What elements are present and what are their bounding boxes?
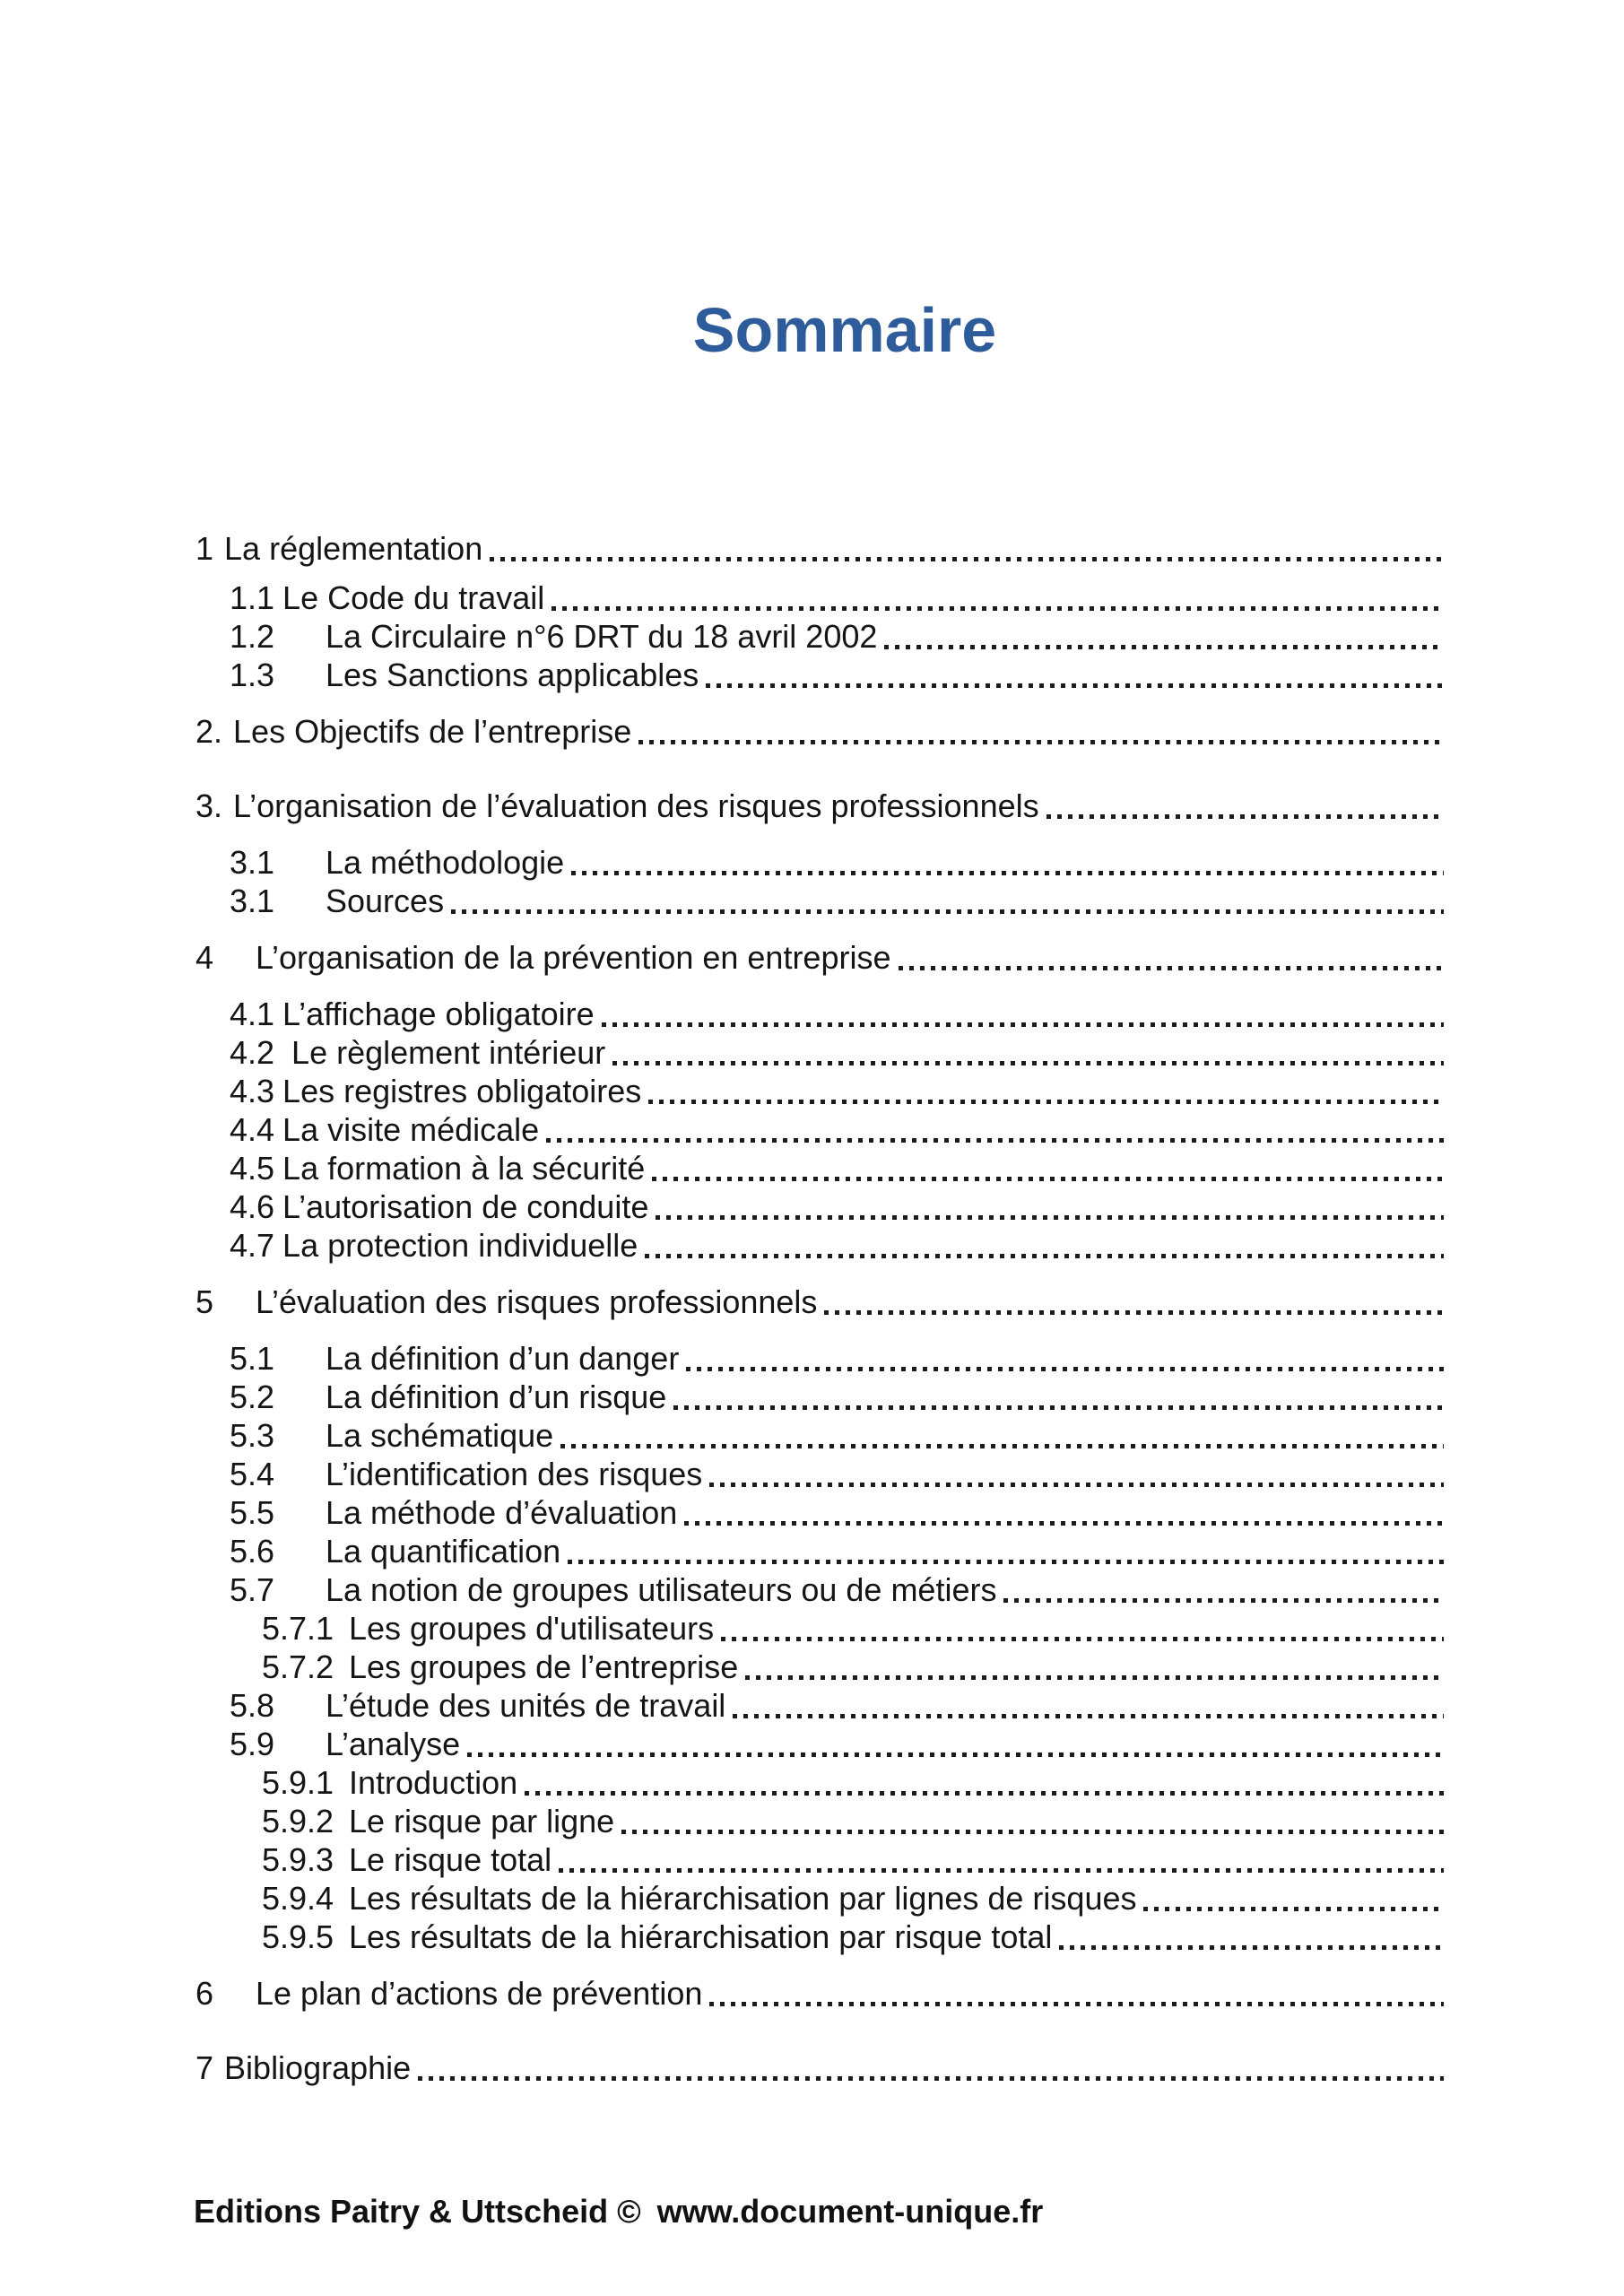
toc-entry-label: La notion de groupes utilisateurs ou de métiers — [326, 1571, 997, 1608]
toc-entry — [195, 1033, 1446, 1072]
dot-leader — [525, 1791, 1444, 1796]
toc-entry-number: 4.3 — [230, 1073, 275, 1109]
dot-leader — [709, 1483, 1444, 1487]
toc-entry-label: Les registres obligatoires — [282, 1073, 642, 1109]
toc-entry-number: 5 — [195, 1283, 214, 1320]
toc-entry — [195, 617, 1446, 656]
toc-entry — [195, 1686, 1446, 1725]
toc-entry — [195, 656, 1446, 694]
toc-entry-number: 5.9.5 — [262, 1918, 334, 1955]
toc-entry — [195, 1072, 1446, 1110]
toc-entry-number: 5.2 — [230, 1378, 275, 1415]
toc-entry — [195, 1339, 1446, 1378]
toc-entry — [195, 1493, 1446, 1532]
toc-entry-number: 5.4 — [230, 1456, 275, 1492]
toc-entry — [195, 938, 1446, 977]
toc-entry — [195, 787, 1446, 825]
toc-entry-label: L’analyse — [326, 1726, 461, 1762]
toc-entry-label: La Circulaire n°6 DRT du 18 avril 2002 — [326, 618, 878, 655]
dot-leader — [568, 1560, 1444, 1564]
toc-entry-number: 4.2 — [230, 1034, 275, 1071]
toc-entry-number: 5.7.1 — [262, 1610, 334, 1647]
toc-entry-label: La schématique — [326, 1417, 554, 1454]
toc-entry-label: Le Code du travail — [282, 579, 545, 616]
toc-entry-number: 5.1 — [230, 1340, 275, 1377]
toc-entry-label: Le risque par ligne — [349, 1803, 615, 1839]
dot-leader — [546, 1138, 1444, 1143]
dot-leader — [706, 683, 1444, 688]
toc-entry — [195, 1918, 1446, 1956]
dot-leader — [559, 1868, 1444, 1873]
footer-website: www.document-unique.fr — [656, 2193, 1044, 2230]
toc-entry-number: 4 — [195, 939, 214, 976]
toc-entry — [195, 1974, 1446, 2013]
toc-entry — [195, 1187, 1446, 1226]
toc-entry-label: Les Sanctions applicables — [326, 657, 699, 693]
dot-leader — [1059, 1945, 1444, 1950]
dot-leader — [645, 1254, 1444, 1258]
toc-entry-number: 7 — [195, 2049, 214, 2086]
toc-entry — [195, 1763, 1446, 1802]
toc-entry-label: Bibliographie — [224, 2049, 412, 2086]
toc-entry — [195, 1532, 1446, 1570]
toc-entry-label: L’affichage obligatoire — [282, 996, 595, 1032]
toc-entry-label: La protection individuelle — [282, 1227, 638, 1264]
dot-leader — [648, 1100, 1444, 1104]
dot-leader — [551, 606, 1444, 611]
toc-entry — [195, 995, 1446, 1033]
dot-leader — [621, 1830, 1444, 1834]
toc-entry-number: 5.9.1 — [262, 1764, 334, 1801]
toc-entry-label: Les résultats de la hiérarchisation par lignes de risques — [349, 1880, 1137, 1917]
toc-entry-label: Les Objectifs de l’entreprise — [233, 713, 632, 750]
dot-leader — [824, 1310, 1444, 1315]
dot-leader — [612, 1061, 1444, 1065]
dot-leader — [656, 1215, 1444, 1220]
toc-entry — [195, 1226, 1446, 1265]
toc-entry-number: 5.7 — [230, 1571, 275, 1608]
toc-entry — [195, 1570, 1446, 1609]
dot-leader — [560, 1444, 1444, 1448]
dot-leader — [638, 740, 1444, 744]
toc-entry — [195, 1648, 1446, 1686]
dot-leader — [733, 1714, 1444, 1718]
page-footer — [194, 2192, 1043, 2231]
toc-entry-label: L’autorisation de conduite — [282, 1188, 649, 1225]
toc-entry-number: 4.6 — [230, 1188, 275, 1225]
toc-entry-number: 5.8 — [230, 1687, 275, 1724]
toc-entry-label: L’organisation de l’évaluation des risques professionnels — [233, 787, 1039, 824]
toc-entry-label: L’identification des risques — [326, 1456, 703, 1492]
toc-entry-label: L’étude des unités de travail — [326, 1687, 726, 1724]
toc-entry-number: 4.5 — [230, 1150, 275, 1187]
dot-leader — [602, 1022, 1444, 1027]
toc-entry-label: Introduction — [349, 1764, 518, 1801]
toc-entry-label: Le risque total — [349, 1841, 552, 1878]
toc-entry — [195, 843, 1446, 882]
toc-entry — [195, 1840, 1446, 1879]
toc-entry-number: 5.9.2 — [262, 1803, 334, 1839]
toc-entry-label: Les groupes de l’entreprise — [349, 1648, 739, 1685]
dot-leader — [884, 645, 1444, 649]
toc-entry-number: 3.1 — [230, 883, 275, 919]
toc-entry — [195, 1283, 1446, 1321]
toc-entry — [195, 1455, 1446, 1493]
footer-publisher: Editions Paitry & Uttscheid © — [194, 2193, 641, 2230]
dot-leader — [684, 1521, 1444, 1526]
dot-leader — [1003, 1598, 1444, 1603]
toc-entry — [195, 1609, 1446, 1648]
toc-entry — [195, 882, 1446, 920]
dot-leader — [467, 1752, 1444, 1757]
toc-entry-label: La quantification — [326, 1533, 561, 1570]
toc-entry-number: 2. — [195, 713, 223, 750]
toc-entry-label: La définition d’un danger — [326, 1340, 680, 1377]
dot-leader — [709, 2002, 1444, 2006]
toc-entry-number: 5.3 — [230, 1417, 275, 1454]
toc-entry — [195, 1149, 1446, 1187]
toc-entry-label: La visite médicale — [282, 1111, 540, 1148]
toc-entry — [195, 529, 1446, 568]
toc-entry — [195, 2048, 1446, 2087]
toc-entry-label: Les résultats de la hiérarchisation par risque total — [349, 1918, 1053, 1955]
toc-entry-number: 3.1 — [230, 844, 275, 881]
dot-leader — [686, 1367, 1444, 1371]
dot-leader — [899, 966, 1445, 970]
toc-entry-label: La formation à la sécurité — [282, 1150, 646, 1187]
toc-entry-number: 5.6 — [230, 1533, 275, 1570]
dot-leader — [571, 871, 1444, 875]
toc-entry-number: 6 — [195, 1975, 214, 2012]
toc-entry-label: La méthodologie — [326, 844, 565, 881]
toc-entry-number: 5.7.2 — [262, 1648, 334, 1685]
toc-entry — [195, 1725, 1446, 1763]
dot-leader — [745, 1675, 1444, 1680]
toc-entry — [195, 1378, 1446, 1416]
toc-entry — [195, 712, 1446, 751]
toc-entry-label: Le règlement intérieur — [282, 1034, 606, 1071]
dot-leader — [418, 2076, 1444, 2081]
toc-entry-label: Le plan d’actions de prévention — [256, 1975, 703, 2012]
toc-entry-label: L’organisation de la prévention en entreprise — [256, 939, 891, 976]
toc-entry-number: 1.3 — [230, 657, 275, 693]
toc-entry — [195, 1416, 1446, 1455]
toc-entry-label: Sources — [326, 883, 445, 919]
toc-entry-number: 4.7 — [230, 1227, 275, 1264]
toc-entry-label: L’évaluation des risques professionnels — [256, 1283, 818, 1320]
dot-leader — [451, 909, 1444, 914]
toc-entry — [195, 1802, 1446, 1840]
toc-entry-label: La réglementation — [224, 530, 483, 567]
toc-entry — [195, 1110, 1446, 1149]
toc-entry-label: La méthode d’évaluation — [326, 1494, 678, 1531]
dot-leader — [1143, 1907, 1444, 1911]
dot-leader — [652, 1177, 1444, 1181]
toc-entry-number: 5.9.4 — [262, 1880, 334, 1917]
toc-entry-number: 1.2 — [230, 618, 275, 655]
toc-entry-number: 3. — [195, 787, 223, 824]
toc-entry-number: 1 — [195, 530, 214, 567]
toc-entry-number: 4.1 — [230, 996, 275, 1032]
dot-leader — [1046, 814, 1444, 819]
toc-entry — [195, 1879, 1446, 1918]
toc-entry — [195, 578, 1446, 617]
page-title: Sommaire — [692, 295, 997, 365]
toc-entry-label: Les groupes d'utilisateurs — [349, 1610, 715, 1647]
toc-entry-number: 1.1 — [230, 579, 275, 616]
dot-leader — [490, 557, 1444, 561]
toc-entry-number: 5.9.3 — [262, 1841, 334, 1878]
toc-entry-label: La définition d’un risque — [326, 1378, 667, 1415]
toc-entry-number: 5.9 — [230, 1726, 275, 1762]
dot-leader — [721, 1637, 1444, 1641]
toc-list — [195, 529, 1446, 2087]
toc-entry-number: 4.4 — [230, 1111, 275, 1148]
dot-leader — [673, 1405, 1444, 1410]
toc-entry-number: 5.5 — [230, 1494, 275, 1531]
